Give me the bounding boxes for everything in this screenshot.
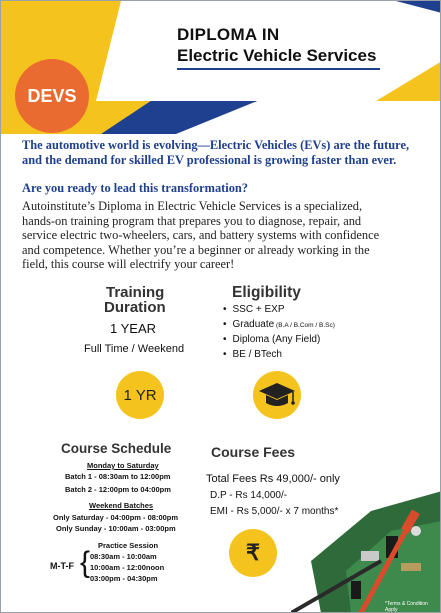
rupee-icon: ₹ — [229, 529, 277, 577]
brace: { — [80, 546, 91, 579]
intro-text: The automotive world is evolving—Electric Vehicles (EVs) are the future, and the demand for skilled EV professional is growing faster than ever. — [22, 138, 410, 167]
weekend-label: Weekend Batches — [89, 501, 154, 510]
fees-dp: D.P - Rs 14,000/- — [210, 490, 288, 501]
practice-slot: 08:30am - 10:00am — [90, 552, 157, 561]
training-mode: Full Time / Weekend — [84, 343, 185, 355]
weekend-sunday: Only Sunday - 10:00am - 03:00pm — [56, 524, 176, 533]
fees-heading: Course Fees — [211, 444, 296, 460]
duration-badge: 1 YR — [116, 371, 164, 419]
title-line-1: DIPLOMA IN — [177, 25, 280, 44]
training-heading-1: Training — [106, 284, 165, 301]
eligibility-item: • BE / BTech — [223, 349, 335, 362]
eligibility-list — [223, 304, 335, 364]
practice-slot: 10:00am - 12:00noon — [90, 563, 165, 572]
footnote: *Terms & Condition Apply — [385, 601, 428, 613]
description: Autoinstitute’s Diploma in Electric Vehicle Services is a specialized, hands-on training program that prepares you to diagnose, repair, and service electric two-wheelers, cars, and battery systems with confidence and competence. Whether you’re a beginner or already working in the field, this course will electrify your career! — [22, 199, 380, 272]
practice-slot: 03:00pm - 04:30pm — [90, 574, 158, 583]
practice-label: Practice Session — [98, 541, 159, 550]
eligibility-item: • Diploma (Any Field) — [223, 334, 335, 347]
eligibility-heading: Eligibility — [232, 284, 301, 301]
eligibility-item: • Graduate (B.A / B.Com / B.Sc) — [223, 319, 335, 332]
training-heading-2: Duration — [104, 299, 166, 316]
fees-emi: EMI - Rs 5,000/- x 7 months* — [210, 506, 339, 517]
devs-badge: DEVS — [15, 59, 89, 133]
schedule-heading: Course Schedule — [61, 441, 172, 456]
title-line-2: Electric Vehicle Services — [177, 46, 377, 65]
mtf-label: M-T-F — [50, 561, 74, 571]
batch-1: Batch 1 - 08:30am to 12:00pm — [65, 472, 171, 481]
intro-question: Are you ready to lead this transformation? — [22, 181, 249, 195]
graduation-cap-icon — [253, 371, 301, 419]
training-duration: 1 YEAR — [110, 321, 157, 336]
fees-total: Total Fees Rs 49,000/- only — [206, 473, 340, 485]
batch-2: Batch 2 - 12:00pm to 04:00pm — [65, 485, 171, 494]
weekend-saturday: Only Saturday - 04:00pm - 08:00pm — [53, 513, 179, 522]
weekday-label: Monday to Saturday — [87, 461, 159, 470]
title-underline — [177, 68, 380, 70]
circuit-board-image — [291, 491, 441, 613]
eligibility-item: • SSC + EXP — [223, 304, 335, 317]
